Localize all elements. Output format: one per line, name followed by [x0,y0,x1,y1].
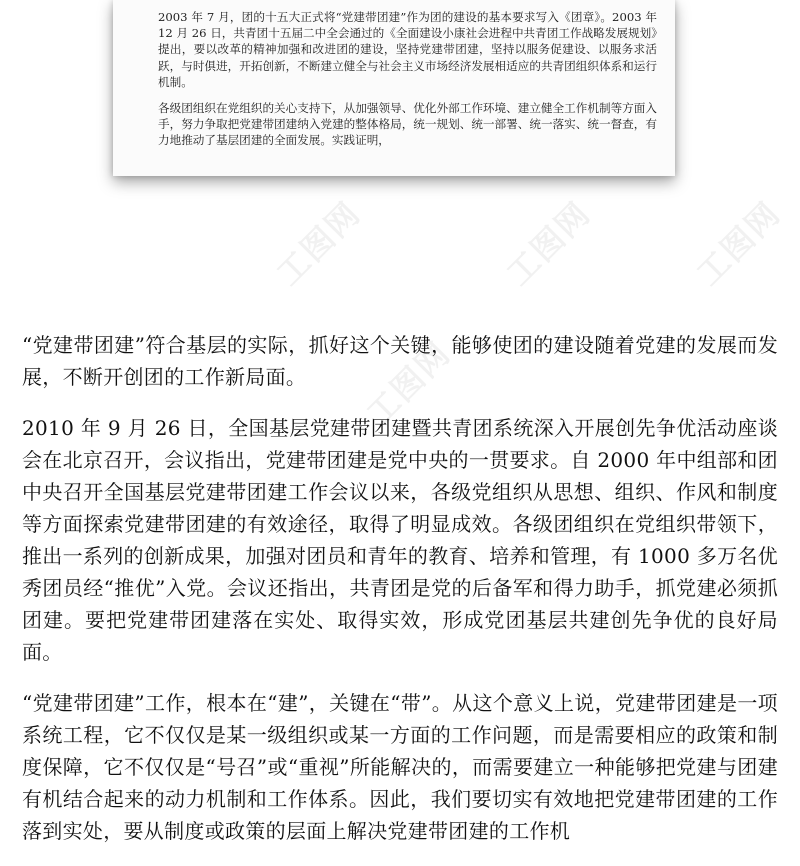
body-paragraph-3: “党建带团建”工作，根本在“建”，关键在“带”。从这个意义上说，党建带团建是一项系统工程，它不仅仅是某一级组织或某一方面的工作问题，而是需要相应的政策和制度保障，它不仅仅是“号召”或“重视”所能解决的，而需要建立一种能够把党建与团建有机结合起来的动力机制和工作体系。因此，我们要切实有效地把党建带团建的工作落到实处，要从制度或政策的层面上解决党建带团建的工作机 [22,691,778,843]
document-image-card [113,0,675,176]
watermark: 工图网 [269,193,369,293]
watermark: 工图网 [499,193,599,293]
card-paragraph-1: 2003 年 7 月，团的十五大正式将“党建带团建”作为团的建设的基本要求写入《团章》。2003 年 12 月 26 日，共青团十五届二中全会通过的《全面建设小康社会进程中共青团工作战略发展规划》提出，要以改革的精神加强和改进团的建设，坚持党建带团建，坚持以服务促建设、以服务求活跃，与时俱进，开拓创新，不断建立健全与社会主义市场经济发展相适应的共青团组织体系和运行机制。 [158,10,657,89]
watermark: 工图网 [359,333,459,433]
card-paragraph-2: 各级团组织在党组织的关心支持下，从加强领导、优化外部工作环境、建立健全工作机制等方面入手，努力争取把党建带团建纳入党建的整体格局，统一规划、统一部署、统一落实、统一督查，有力地推动了基层团建的全面发展。实践证明， [158,101,657,148]
article-body [22,329,778,866]
body-paragraph-1: “党建带团建”符合基层的实际，抓好这个关键，能够使团的建设随着党建的发展而发展，不断开创团的工作新局面。 [22,333,778,389]
body-paragraph-2: 2010 年 9 月 26 日，全国基层党建带团建暨共青团系统深入开展创先争优活动座谈会在北京召开，会议指出，党建带团建是党中央的一贯要求。自 2000 年中组部和团中央召开全国基层党建带团建工作会议以来，各级党组织从思想、组织、作风和制度等方面探索党建带团建的有效途径，取得了明显成效。各级团组织在党组织带领下，推出一系列的创新成果，加强对团员和青年的教育、培养和管理，有 1000 多万名优秀团员经“推优”入党。会议还指出，共青团是党的后备军和得力助手，抓党建必须抓团建。要把党建带团建落在实处、取得实效，形成党团基层共建创先争优的良好局面。 [22,416,778,664]
watermark: 工图网 [689,193,789,293]
